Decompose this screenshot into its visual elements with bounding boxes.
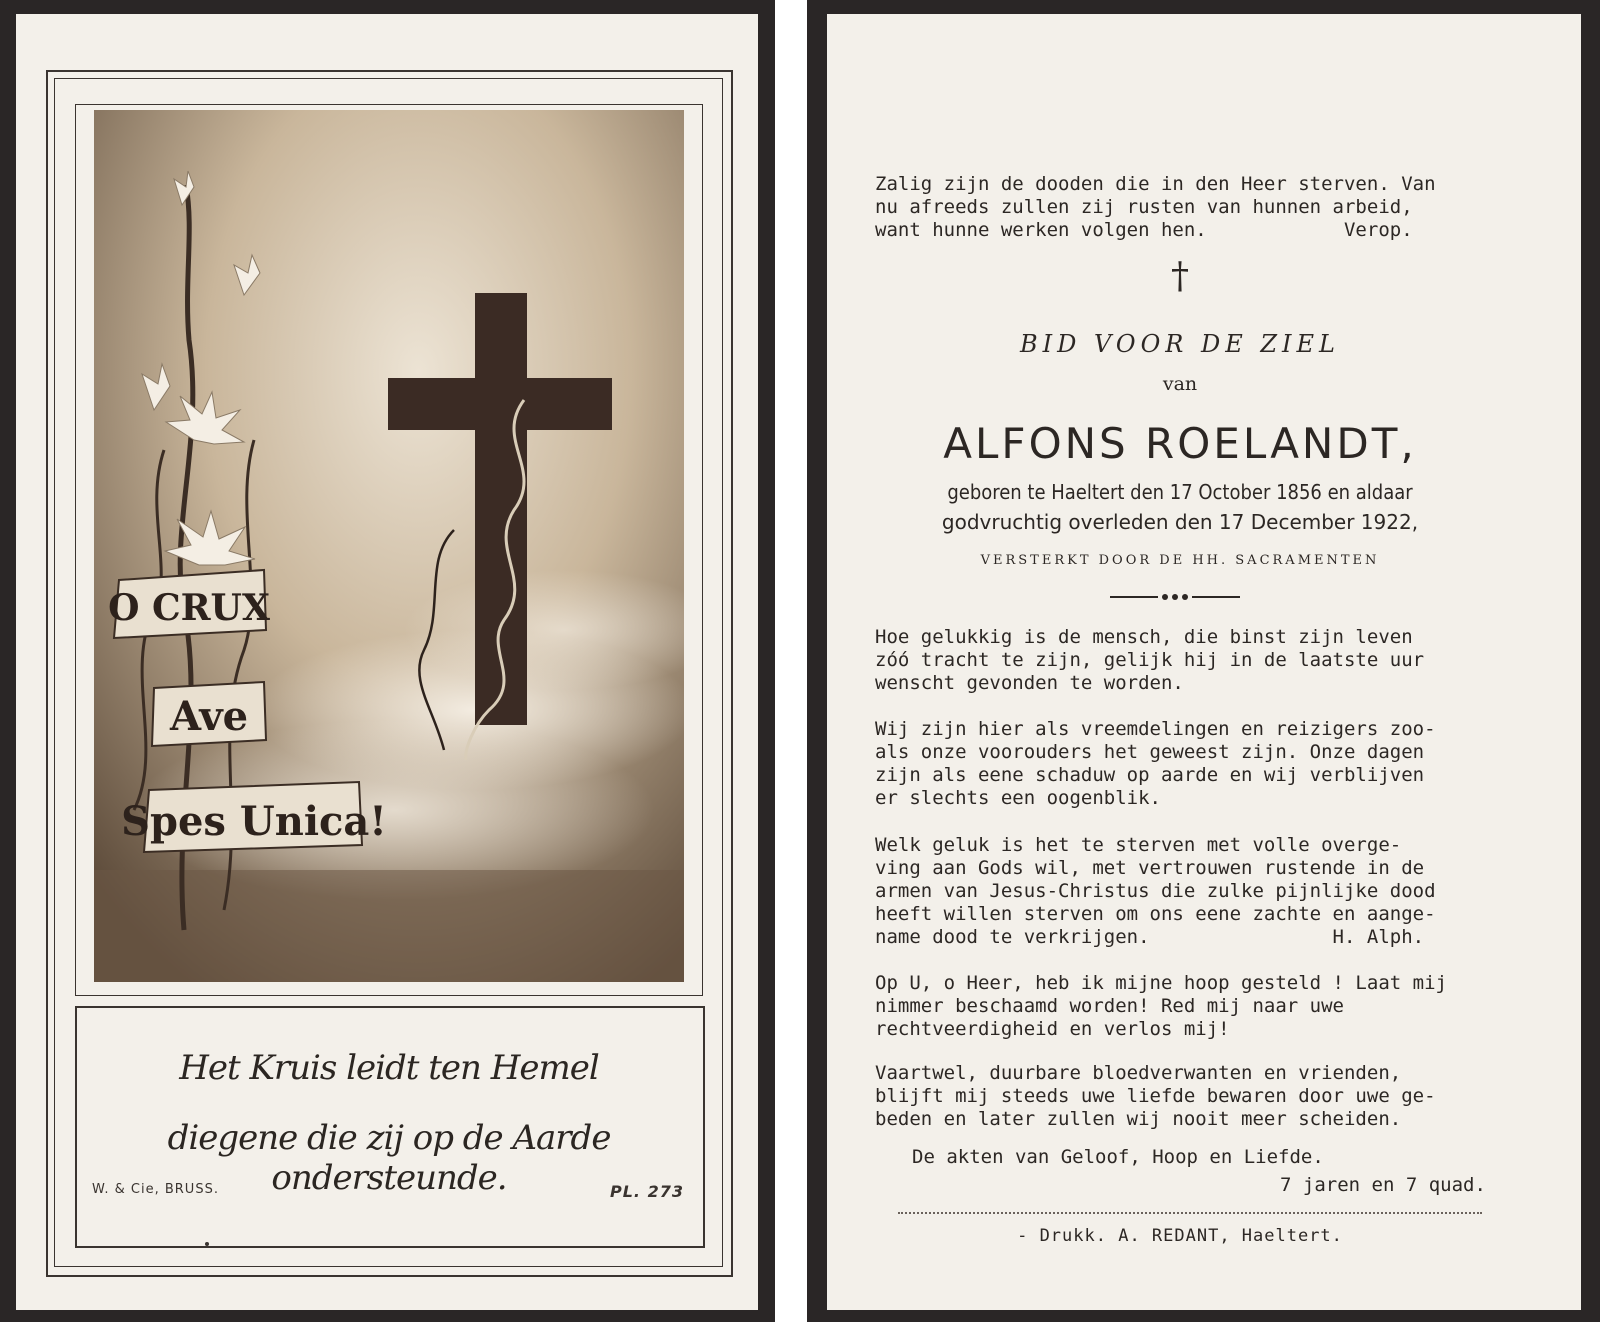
printer-imprint: - Drukk. A. REDANT, Haeltert. [1017,1226,1343,1246]
cross-and-lilies-illustration [94,110,684,982]
verse-line: nu afreeds zullen zij rusten van hunnen arbeid, [875,196,1413,218]
birth-line: geboren te Haeltert den 17 October 1856 en aldaar [947,480,1413,504]
paragraph [875,718,1495,810]
sacraments-line: VERSTERKT DOOR DE HH. SACRAMENTEN [980,553,1380,568]
cross-icon: † [1171,256,1189,297]
paragraph [875,626,1495,695]
paragraph [875,834,1495,949]
paragraph-line: als onze voorouders het geweest zijn. Onze dagen [875,741,1425,763]
paragraph-line: zijn als eene schaduw op aarde en wij verblijven [875,764,1425,786]
paragraph-line: Op U, o Heer, heb ik mijne hoop gesteld ! Laat mij [875,972,1447,994]
paragraph [875,1062,1495,1131]
opening-verse [875,173,1495,242]
footer-rule [898,1212,1482,1214]
paragraph-line: nimmer beschaamd worden! Red mij naar uwe [875,995,1344,1017]
dot-mark [205,1242,209,1246]
publisher-imprint: W. & Cie, BRUSS. [92,1182,219,1197]
paragraph-line: beden en later zullen wij nooit meer scheiden. [875,1108,1402,1130]
prayer-heading: BID VOOR DE ZIEL [1020,330,1340,358]
paragraph-line: zóó tracht te zijn, gelijk hij in de laatste uur [875,649,1425,671]
banner-line-3: Spes Unica! [121,798,387,845]
paragraph-line: ving aan Gods wil, met vertrouwen rustende in de [875,857,1425,879]
banner-line-1: O CRUX [108,587,270,629]
plate-number: PL. 273 [610,1182,684,1201]
paragraph-line: Wij zijn hier als vreemdelingen en reizigers zoo- [875,718,1436,740]
banner-line-2: Ave [169,693,249,740]
paragraph-line: wenscht gevonden te worden. [875,672,1184,694]
motto-line-1: Het Kruis leidt ten Hemel [179,1048,599,1088]
motto-line-2: diegene die zij op de Aarde ondersteunde. [167,1118,611,1198]
paragraph-line: blijft mij steeds uwe liefde bewaren door uwe ge- [875,1085,1436,1107]
paragraph-line: rechtveerdigheid en verlos mij! [875,1018,1230,1040]
verse-line: Zalig zijn de dooden die in den Heer sterven. Van [875,173,1436,195]
paragraph-line: armen van Jesus-Christus die zulke pijnlijke dood [875,880,1436,902]
paragraph-line: Welk geluk is het te sterven met volle overge- [875,834,1402,856]
acts-line: De akten van Geloof, Hoop en Liefde. [912,1146,1324,1168]
cross-horizontal-beam [388,378,612,430]
deceased-name: ALFONS ROELANDT, [943,419,1417,468]
paragraph-line: Hoe gelukkig is de mensch, die binst zijn leven [875,626,1413,648]
indulgence-line: 7 jaren en 7 quad. [1280,1174,1486,1196]
paragraph [875,972,1495,1041]
paragraph-line: heeft willen sterven om ons eene zachte en aange- [875,903,1436,925]
verse-line: want hunne werken volgen hen. Verop. [875,219,1413,241]
paragraph-line: name dood te verkrijgen. H. Alph. [875,926,1425,948]
van-text: van [1162,373,1198,395]
paragraph-line: er slechts een oogenblik. [875,787,1161,809]
death-line: godvruchtig overleden den 17 December 1922, [941,510,1419,534]
paragraph-line: Vaartwel, duurbare bloedverwanten en vrienden, [875,1062,1402,1084]
ornament-divider [1110,590,1240,604]
